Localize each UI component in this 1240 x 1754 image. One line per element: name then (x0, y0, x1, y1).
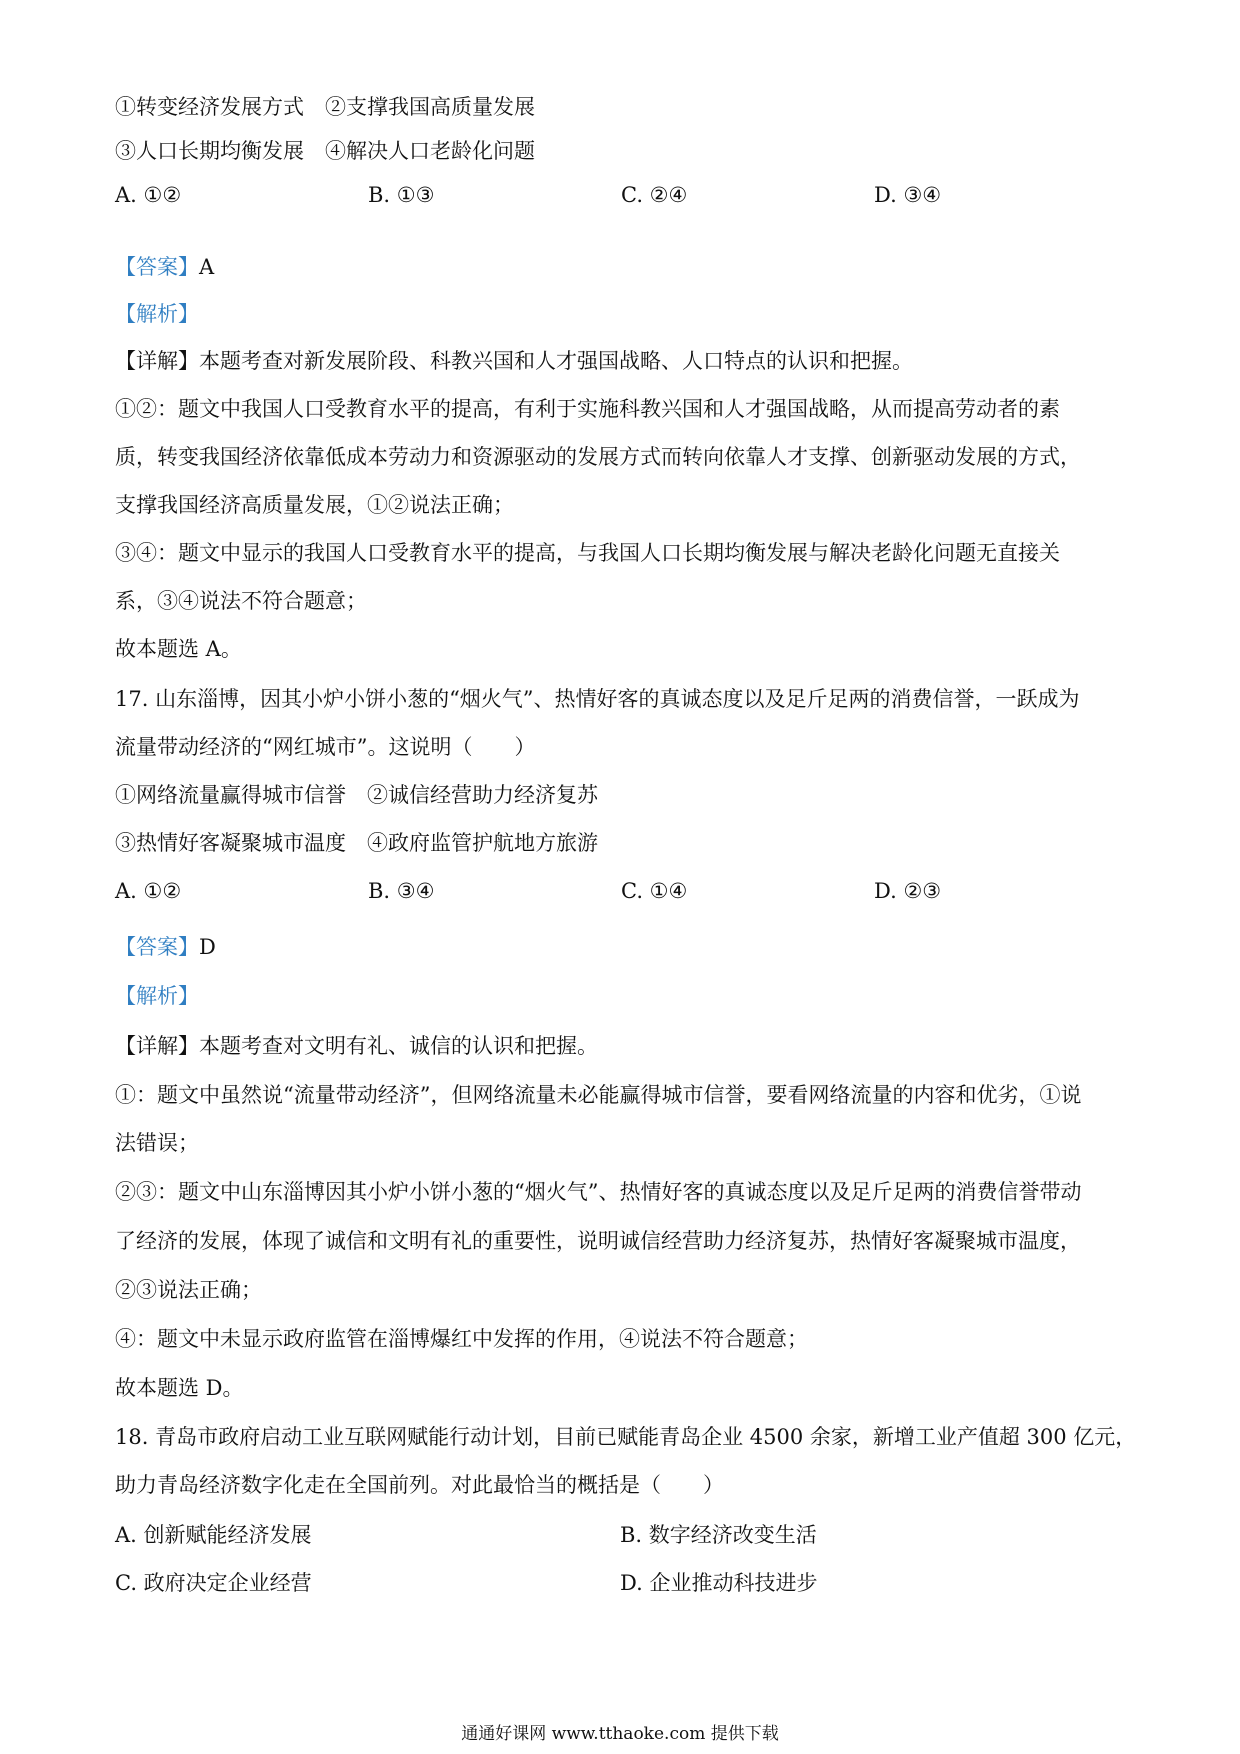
q17-detail-line: 了经济的发展，体现了诚信和文明有礼的重要性，说明诚信经营助力经济复苏，热情好客凝聚城市温度， (115, 1229, 1081, 1253)
answer-tag: 【答案】 (115, 935, 199, 959)
q17-stem-line-2: 流量带动经济的“网红城市”。这说明（ ） (115, 735, 536, 759)
q16-detail-line: 支撑我国经济高质量发展，①②说法正确； (115, 493, 514, 517)
q16-items-line-2: ③人口长期均衡发展 ④解决人口老龄化问题 (115, 139, 535, 163)
q16-option-a: A. ①② (115, 183, 182, 207)
page-footer: 通通好课网 www.tthaoke.com 提供下载 (461, 1724, 779, 1744)
q18-option-b: B. 数字经济改变生活 (620, 1523, 817, 1547)
q17-option-c: C. ①④ (621, 879, 688, 903)
q17-option-d: D. ②③ (874, 879, 942, 903)
q17-items-line-2: ③热情好客凝聚城市温度 ④政府监管护航地方旅游 (115, 831, 598, 855)
q16-detail-line: 系，③④说法不符合题意； (115, 589, 367, 613)
q17-option-a: A. ①② (115, 879, 182, 903)
q17-items-line-1: ①网络流量赢得城市信誉 ②诚信经营助力经济复苏 (115, 783, 598, 807)
q17-detail-line: ①：题文中虽然说“流量带动经济”，但网络流量未必能赢得城市信誉，要看网络流量的内容和优劣，①说 (115, 1083, 1082, 1107)
q16-detail-line: ③④：题文中显示的我国人口受教育水平的提高，与我国人口长期均衡发展与解决老龄化问题无直接关 (115, 541, 1060, 565)
q17-detail-line: ②③：题文中山东淄博因其小炉小饼小葱的“烟火气”、热情好客的真诚态度以及足斤足两的消费信誉带动 (115, 1180, 1082, 1204)
q16-option-b: B. ①③ (368, 183, 435, 207)
q18-option-a: A. 创新赋能经济发展 (115, 1523, 312, 1547)
q16-detail-line: 【详解】本题考查对新发展阶段、科教兴国和人才强国战略、人口特点的认识和把握。 (115, 349, 913, 373)
q16-items-line-1: ①转变经济发展方式 ②支撑我国高质量发展 (115, 95, 535, 119)
answer-tag: 【答案】 (115, 255, 199, 279)
q17-detail-line: ④：题文中未显示政府监管在淄博爆红中发挥的作用，④说法不符合题意； (115, 1327, 808, 1351)
q18-option-d: D. 企业推动科技进步 (620, 1571, 818, 1595)
answer-value: D (199, 935, 216, 959)
q17-analysis-tag: 【解析】 (115, 984, 199, 1008)
answer-value: A (199, 255, 215, 279)
q17-conclusion: 故本题选 D。 (115, 1376, 244, 1400)
q18-option-c: C. 政府决定企业经营 (115, 1571, 312, 1595)
q18-stem-line-2: 助力青岛经济数字化走在全国前列。对此最恰当的概括是（ ） (115, 1473, 724, 1497)
q17-answer (115, 932, 1145, 962)
q17-detail-line: 法错误； (115, 1131, 199, 1155)
q16-option-c: C. ②④ (621, 183, 688, 207)
q16-answer (115, 252, 1145, 282)
q17-option-b: B. ③④ (368, 879, 435, 903)
q16-detail-line: ①②：题文中我国人口受教育水平的提高，有利于实施科教兴国和人才强国战略，从而提高劳动者的素 (115, 397, 1060, 421)
q17-detail-line: ②③说法正确； (115, 1278, 262, 1302)
q16-detail-line: 质，转变我国经济依靠低成本劳动力和资源驱动的发展方式而转向依靠人才支撑、创新驱动发展的方式， (115, 445, 1081, 469)
q16-analysis-tag: 【解析】 (115, 302, 199, 326)
q16-conclusion: 故本题选 A。 (115, 637, 242, 661)
q16-option-d: D. ③④ (874, 183, 942, 207)
q17-detail-line: 【详解】本题考查对文明有礼、诚信的认识和把握。 (115, 1034, 598, 1058)
q18-stem-line-1: 18. 青岛市政府启动工业互联网赋能行动计划，目前已赋能青岛企业 4500 余家，新增工业产值超 300 亿元， (115, 1425, 1137, 1449)
q17-stem-line-1: 17. 山东淄博，因其小炉小饼小葱的“烟火气”、热情好客的真诚态度以及足斤足两的消费信誉，一跃成为 (115, 687, 1080, 711)
